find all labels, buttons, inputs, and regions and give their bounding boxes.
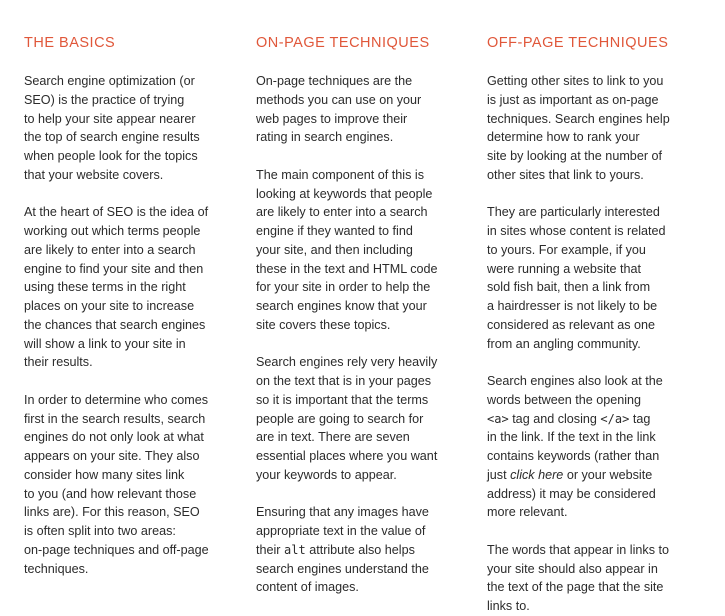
text-line: the text of the page that the site (487, 580, 664, 595)
text-line: your site should also appear in (487, 561, 658, 576)
text-line: engine if they wanted to find (256, 224, 413, 238)
code-a-close: </a> (600, 411, 630, 426)
text-line: a hairdresser is not likely to be (487, 299, 658, 313)
text-line: Search engine optimization (or (24, 74, 195, 88)
text-line: to yours. For example, if you (487, 242, 646, 257)
text-line: Getting other sites to link to you (487, 74, 664, 88)
section-heading: THE BASICS (24, 35, 116, 51)
text-line: search engines understand the (256, 561, 429, 576)
paragraph (487, 372, 697, 522)
text-line: on-page techniques and off-page (24, 542, 209, 557)
text-line: that your website covers. (24, 167, 164, 182)
text-line: web pages to improve their (256, 111, 408, 126)
text-line: is just as important as on-page (487, 92, 659, 107)
text-line: the chances that search engines (24, 317, 206, 332)
text-line (256, 541, 466, 560)
text-line: appears on your site. They also (24, 449, 200, 463)
text-line: looking at keywords that people (256, 186, 433, 201)
paragraph (487, 72, 697, 185)
text-line: search engines know that your (256, 299, 427, 313)
text-fragment: tag (632, 411, 651, 426)
text-line: more relevant. (487, 505, 568, 520)
text-line: considered as relevant as one (487, 317, 656, 332)
text-line: working out which terms people (24, 224, 201, 238)
text-line: using these terms in the right (24, 280, 186, 295)
text-line: content of images. (256, 580, 359, 595)
text-line: were running a website that (487, 261, 642, 276)
emphasis-click-here: click here (510, 467, 564, 482)
text-line: SEO) is the practice of trying (24, 92, 185, 107)
text-line: engines do not only look at what (24, 430, 204, 445)
text-line: contains keywords (rather than (487, 449, 660, 463)
text-line: places on your site to increase (24, 299, 195, 313)
text-line: The main component of this is (256, 167, 424, 182)
code-a-open: <a> (487, 411, 509, 426)
text-line: Search engines also look at the (487, 374, 663, 388)
text-line: their results. (24, 355, 93, 370)
code-alt: alt (284, 542, 306, 557)
text-line: are in text. There are seven (256, 430, 410, 445)
text-line: Ensuring that any images have (256, 505, 429, 520)
text-line: are likely to enter into a search (256, 205, 428, 220)
text-line: when people look for the topics (24, 149, 198, 163)
paragraph (256, 72, 466, 147)
text-line: sold fish bait, then a link from (487, 280, 651, 295)
text-line: links to. (487, 599, 530, 613)
paragraph (487, 541, 697, 616)
text-line: your keywords to appear. (256, 467, 397, 482)
paragraph (487, 203, 697, 353)
text-line: to you (and how relevant those (24, 486, 197, 501)
text-line: are likely to enter into a search (24, 242, 196, 257)
text-line: so it is important that the terms (256, 392, 429, 407)
text-line: On-page techniques are the (256, 74, 413, 88)
text-line: engine to find your site and then (24, 261, 204, 276)
text-line: address) it may be considered (487, 486, 656, 501)
text-line: in sites whose content is related (487, 224, 666, 238)
paragraph (24, 203, 234, 372)
column-on-page-techniques (256, 34, 466, 597)
text-line: links are). For this reason, SEO (24, 505, 200, 520)
text-line: rating in search engines. (256, 130, 394, 145)
text-line: They are particularly interested (487, 205, 660, 220)
text-fragment: attribute also helps (309, 542, 415, 557)
text-fragment: their (256, 542, 281, 557)
text-line: determine how to rank your (487, 130, 640, 145)
paragraph (256, 166, 466, 335)
text-line: on the text that is in your pages (256, 374, 432, 388)
column-off-page-techniques (487, 34, 697, 616)
text-line: site covers these topics. (256, 317, 391, 332)
text-line: your site, and then including (256, 242, 413, 257)
text-line: from an angling community. (487, 336, 641, 351)
text-line: The words that appear in links to (487, 542, 670, 557)
text-line: people are going to search for (256, 411, 424, 426)
column-the-basics (24, 34, 234, 578)
text-line: to help your site appear nearer (24, 111, 196, 126)
text-line: these in the text and HTML code (256, 261, 438, 276)
text-line: appropriate text in the value of (256, 524, 426, 538)
text-line: words between the opening (487, 392, 642, 407)
text-line: will show a link to your site in (24, 336, 186, 351)
text-fragment: or your website (566, 467, 653, 482)
paragraph (256, 353, 466, 484)
text-line (487, 466, 697, 485)
text-line: techniques. (24, 561, 89, 576)
text-line (487, 410, 697, 429)
text-line: site by looking at the number of (487, 149, 663, 163)
section-heading: OFF-PAGE TECHNIQUES (487, 35, 669, 51)
text-line: other sites that link to yours. (487, 167, 644, 182)
text-line: methods you can use on your (256, 92, 422, 107)
text-fragment: just (487, 467, 507, 482)
text-line: the top of search engine results (24, 130, 200, 145)
paragraph (24, 72, 234, 185)
text-line: In order to determine who comes (24, 392, 209, 407)
text-line: consider how many sites link (24, 467, 185, 482)
text-line: At the heart of SEO is the idea of (24, 205, 209, 220)
text-line: first in the search results, search (24, 411, 206, 426)
paragraph (24, 391, 234, 579)
text-line: is often split into two areas: (24, 524, 176, 538)
text-fragment: tag and closing (512, 411, 597, 426)
section-heading: ON-PAGE TECHNIQUES (256, 35, 430, 51)
text-line: Search engines rely very heavily (256, 355, 438, 370)
text-line: essential places where you want (256, 449, 438, 463)
text-line: techniques. Search engines help (487, 111, 670, 126)
paragraph (256, 503, 466, 597)
text-line: in the link. If the text in the link (487, 430, 656, 445)
text-line: for your site in order to help the (256, 280, 431, 295)
